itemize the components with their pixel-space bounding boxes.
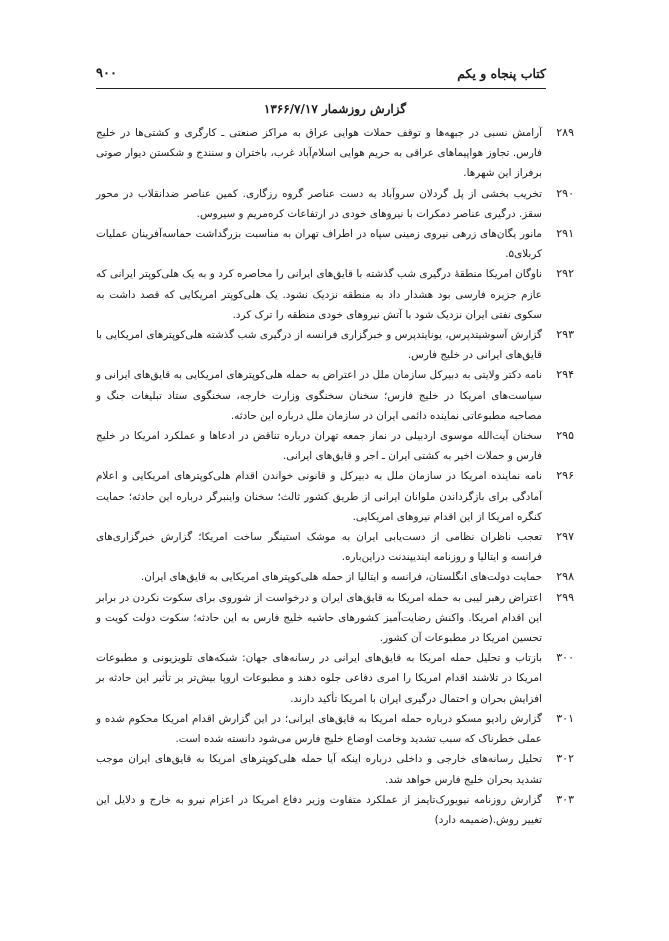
entry-item bbox=[96, 749, 574, 789]
entry-text: آرامش نسبی در جبهه‌ها و توقف حملات هوایی عراق به مراکز صنعتی ـ کارگری و کشتی‌ها در خلیج فارس. تجاوز هواپیماهای عراقی به حریم هوایی اسلام‌آباد غرب، باختران و سنندج و شکستن دیوار صوتی برفراز این شهرها. bbox=[96, 127, 542, 180]
entry-text: اعتراض رهبر لیبی به حمله امریکا به قایق‌های ایران و درخواست از شوروی برای سکوت نکردن در برابر این اقدام امریکا. واکنش رضایت‌آمیز کشورهای حاشیه خلیج فارس به این حادثه؛ سکوت دولت کویت و تحسین امریکا در مطبوعات آن کشور. bbox=[96, 591, 542, 645]
entry-text: تعجب ناظران نظامی از دست‌یابی ایران به موشک استینگر ساخت امریکا؛ گزارش خبرگزاری‌های فرانسه و ایتالیا و روزنامه ایندیپندنت دراین‌باره. bbox=[96, 531, 542, 564]
entry-list bbox=[96, 123, 574, 830]
entry-item bbox=[96, 426, 574, 466]
entry-number: ۳۰۰ bbox=[556, 651, 574, 665]
entry-item bbox=[96, 790, 574, 830]
entry-item bbox=[96, 325, 574, 365]
page-header bbox=[96, 66, 546, 88]
entry-text: نامه نماینده امریکا در سازمان ملل به دبیرکل و قانونی خواندن اقدام هلی‌کوپترهای امریکایی و اعلام آمادگی برای بازگرداندن ملوانان ایرانی از طریق کشور ثالث؛ سخنان واینبرگر درباره این حادثه؛ حمایت کنگره امریکا از این اقدام نیروهای امریکایی. bbox=[96, 470, 542, 523]
entry-text: ناوگان امریکا منطقهٔ درگیری شب گذشته با قایق‌های ایرانی را محاصره کرد و به یک هلی‌کوپتر ایرانی که عازم جزیره فارسی بود هشدار داد به منطقه نزدیک نشود. یک هلی‌کوپتر امریکایی که قصد داشت به سکوی نفتی ایران نزدیک شود با آتش نیروهای خودی منطقه را ترک کرد. bbox=[96, 268, 542, 321]
entry-item bbox=[96, 527, 574, 567]
entry-number: ۲۸۹ bbox=[556, 126, 574, 139]
entry-number: ۲۹۶ bbox=[556, 469, 574, 483]
entry-number: ۲۹۱ bbox=[556, 227, 574, 241]
entry-number: ۲۹۰ bbox=[556, 186, 574, 200]
entry-text: گزارش رادیو مسکو درباره حمله امریکا به قایق‌های ایرانی؛ در این گزارش اقدام امریکا محکوم شده و عملی خطرناک که سبب تشدید وخامت اوضاع خلیج فارس می‌شود دانسته شده است. bbox=[96, 712, 542, 746]
entry-number: ۲۹۳ bbox=[556, 328, 574, 342]
entry-number: ۲۹۵ bbox=[556, 429, 574, 443]
entry-number: ۳۰۲ bbox=[556, 752, 574, 766]
entry-item bbox=[96, 184, 574, 224]
entry-item bbox=[96, 224, 574, 264]
book-title: کتاب پنجاه و یکم bbox=[457, 66, 546, 81]
entry-number: ۲۹۷ bbox=[556, 530, 574, 544]
entry-number: ۲۹۴ bbox=[556, 368, 574, 382]
entry-item bbox=[96, 466, 574, 527]
entry-number: ۲۹۸ bbox=[556, 570, 574, 584]
entry-text: تخریب بخشی از پل گردلان سروآباد به دست عناصر گروه رزگاری. کمین عناصر ضدانقلاب در محور سقز. درگیری عناصر دمکرات با نیروهای خودی در ارتفاعات کره‌مریم و سیروس. bbox=[96, 187, 542, 220]
entry-item bbox=[96, 588, 574, 649]
entry-item bbox=[96, 709, 574, 749]
entry-text: تحلیل رسانه‌های خارجی و داخلی درباره اینکه آیا حمله هلی‌کوپترهای امریکا به قایق‌های ایران موجب تشدید بحران خلیج فارس خواهد شد. bbox=[96, 753, 542, 786]
page-number: ۹۰۰ bbox=[96, 66, 117, 81]
entry-number: ۳۰۳ bbox=[556, 792, 574, 806]
entry-text: گزارش آسوشیتدپرس، یونایتدپرس و خبرگزاری فرانسه از درگیری شب گذشته هلی‌کوپترهای امریکایی با قایق‌های ایرانی در خلیج فارس. bbox=[96, 329, 542, 362]
entry-text: نامه دکتر ولایتی به دبیرکل سازمان ملل در اعتراض به حمله هلی‌کوپترهای امریکایی به قایق‌های ایرانی و سیاست‌های امریکا در خلیج فارس؛ سخنان سخنگوی وزارت خارجه، سخنگوی ستاد تبلیغات جنگ و مصاحبه مطبوعاتی نماینده دائمی ایران در سازمان ملل درباره این حادثه. bbox=[96, 369, 542, 422]
entry-item bbox=[96, 365, 574, 426]
entry-text: حمایت دولت‌های انگلستان، فرانسه و ایتالیا از حمله هلی‌کوپترهای امریکایی به قایق‌های ایران. bbox=[140, 571, 542, 584]
report-title: گزارش روزشمار ۱۳۶۶/۷/۱۷ bbox=[263, 102, 407, 116]
entry-text: گزارش روزنامه نیویورک‌تایمز از عملکرد متفاوت وزیر دفاع امریکا در اعزام نیرو به خارج و دلایل این تغییر روش.(ضمیمه دارد) bbox=[96, 793, 542, 826]
header-divider bbox=[96, 88, 546, 89]
entry-item bbox=[96, 264, 574, 325]
entry-number: ۳۰۱ bbox=[556, 711, 574, 725]
entry-text: سخنان آیت‌الله موسوی اردبیلی در نماز جمعه تهران درباره تناقض در ادعاها و عملکرد امریکا در خلیج فارس و حملات اخیر به کشتی ایران ـ اجر و قایق‌های ایرانی. bbox=[96, 430, 542, 463]
entry-item bbox=[96, 648, 574, 709]
entry-item bbox=[96, 123, 574, 184]
entry-text: بازتاب و تحلیل حمله امریکا به قایق‌های ایرانی در رسانه‌های جهان: شبکه‌های تلویزیونی و مطبوعات امریکا در تلاشند اقدام امریکا را امری دفاعی جلوه دهند و مطبوعات اروپا بیش‌تر بر تأثیر این حادثه بر افزایش بحران و احتمال درگیری ایران با امریکا تأکید دارند. bbox=[96, 652, 542, 705]
entry-number: ۲۹۲ bbox=[556, 267, 574, 281]
entry-item bbox=[96, 567, 574, 587]
entry-number: ۲۹۹ bbox=[556, 590, 574, 604]
entry-text: مانور یگان‌های زرهی نیروی زمینی سپاه در اطراف تهران به مناسبت بزرگداشت حماسه‌آفرینان عملیات کربلای۵. bbox=[96, 228, 542, 261]
